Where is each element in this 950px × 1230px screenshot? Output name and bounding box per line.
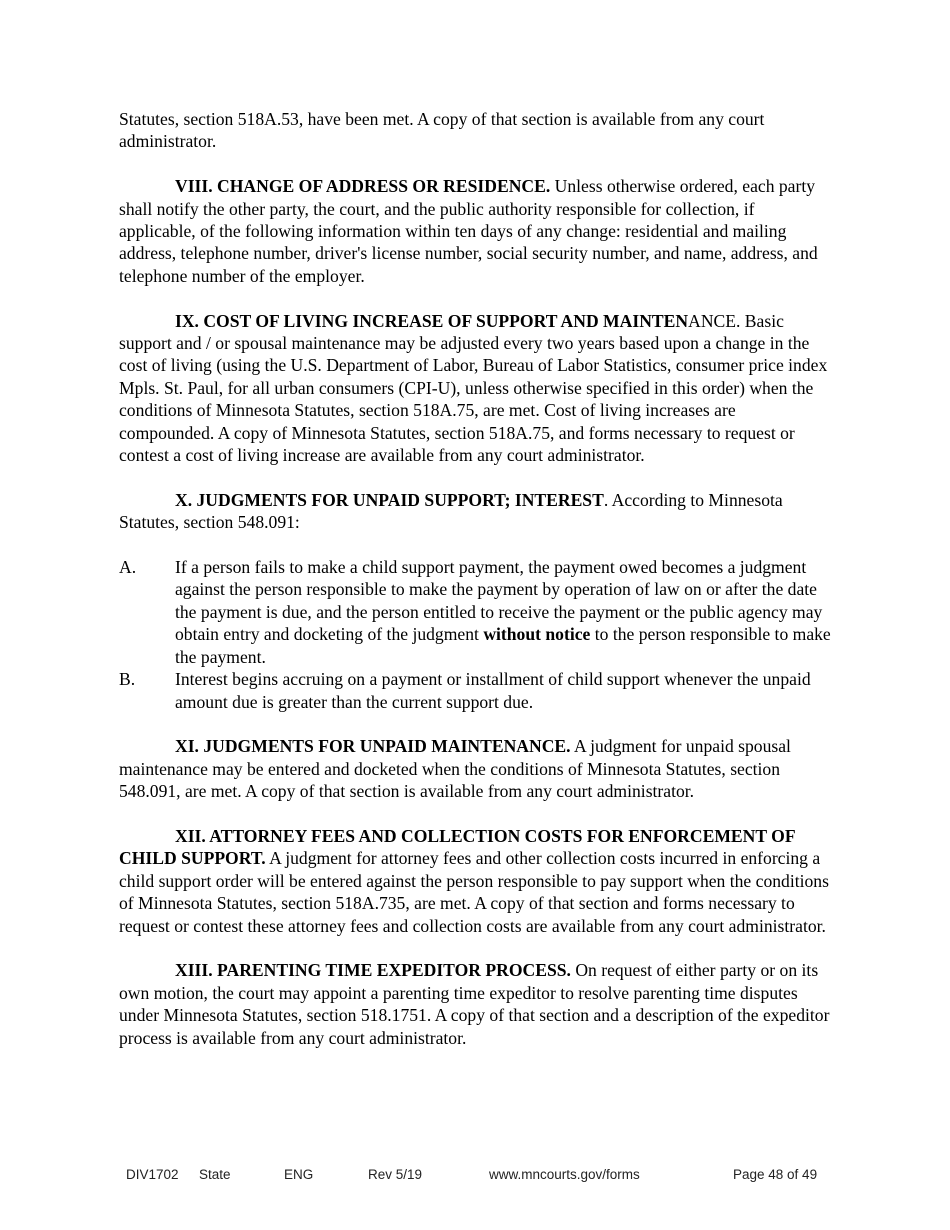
section-xiii <box>119 959 835 1049</box>
footer-jurisdiction: State <box>199 1167 231 1182</box>
list-item-text <box>175 556 835 668</box>
section-xi-heading: XI. JUDGMENTS FOR UNPAID MAINTENANCE. <box>175 736 571 757</box>
section-x-text: . According to Minnesota Statutes, section 548.091: <box>119 489 783 533</box>
section-viii-heading: VIII. CHANGE OF ADDRESS OR RESIDENCE. <box>175 176 551 197</box>
section-x-list <box>119 556 835 713</box>
list-item-b <box>119 668 835 713</box>
section-ix-text: ANCE. Basic support and / or spousal maintenance may be adjusted every two years based upon a change in the cost of living (using the U.S. Department of Labor, Bureau of Labor Statistics, consumer price index Mpls. St. Paul, for all urban consumers (CPI-U), unless otherwise specified in this order) when the conditions of Minnesota Statutes, section 518A.75, are met. Cost of living increases are compounded. A copy of Minnesota Statutes, section 518A.75, and forms necessary to request or contest a cost of living increase are available from any court administrator. <box>119 310 828 466</box>
section-viii <box>119 175 835 287</box>
section-ix-heading: IX. COST OF LIVING INCREASE OF SUPPORT AND MAINTEN <box>175 310 689 331</box>
section-x-heading: X. JUDGMENTS FOR UNPAID SUPPORT; INTEREST <box>175 489 604 510</box>
section-xii-heading: XII. ATTORNEY FEES AND COLLECTION COSTS FOR ENFORCEMENT OF CHILD SUPPORT. <box>119 825 795 869</box>
footer-page-number: Page 48 of 49 <box>733 1167 818 1182</box>
section-xii <box>119 825 835 937</box>
section-x <box>119 489 835 534</box>
intro-text: Statutes, section 518A.53, have been met. A copy of that section is available from any court administrator. <box>119 109 765 152</box>
without-notice-emphasis: without notice <box>483 624 591 645</box>
section-xii-text: A judgment for attorney fees and other collection costs incurred in enforcing a child support order will be entered against the person responsible to pay support when the conditions of Minnesota Statutes, section 518A.735, are met. A copy of that section and forms necessary to request or contest these attorney fees and collection costs are available from any court administrator. <box>119 848 829 936</box>
list-item-a <box>119 556 835 668</box>
footer-revision: Rev 5/19 <box>368 1167 423 1182</box>
page-footer <box>0 1167 950 1187</box>
list-item-text-part: If a person fails to make a child support payment, the payment owed becomes a judgment against the person responsible to make the payment by operation of law on or after the date the payment is due, and the person entitled to receive the payment or the public agency may obtain entry and docketing of the judgment <box>175 557 823 645</box>
footer-url: www.mncourts.gov/forms <box>489 1167 640 1182</box>
list-item-text-part: to the person responsible to make the payment. <box>175 624 831 667</box>
intro-paragraph <box>119 108 835 153</box>
footer-form-id: DIV1702 <box>126 1167 179 1182</box>
section-xi-text: A judgment for unpaid spousal maintenance may be entered and docketed when the conditions of Minnesota Statutes, section 548.091, are met. A copy of that section is available from any court administrator. <box>119 736 791 802</box>
footer-language: ENG <box>284 1167 314 1182</box>
list-item-letter: A. <box>119 557 137 578</box>
section-xi <box>119 735 835 802</box>
list-item-letter: B. <box>119 669 136 690</box>
section-xiii-text: On request of either party or on its own motion, the court may appoint a parenting time expeditor to resolve parenting time disputes under Minnesota Statutes, section 518.1751. A copy of that section and a description of the expeditor process is available from any court administrator. <box>119 960 830 1048</box>
section-viii-text: Unless otherwise ordered, each party shall notify the other party, the court, and the public authority responsible for collection, if applicable, of the following information within ten days of any change: residential and mailing address, telephone number, driver's license number, social security number, and name, address, and telephone number of the employer. <box>119 176 818 286</box>
document-body <box>119 108 835 1071</box>
list-item-text: Interest begins accruing on a payment or installment of child support whenever the unpaid amount due is greater than the current support due. <box>175 669 811 712</box>
section-xiii-heading: XIII. PARENTING TIME EXPEDITOR PROCESS. <box>175 960 571 981</box>
section-ix <box>119 310 835 467</box>
